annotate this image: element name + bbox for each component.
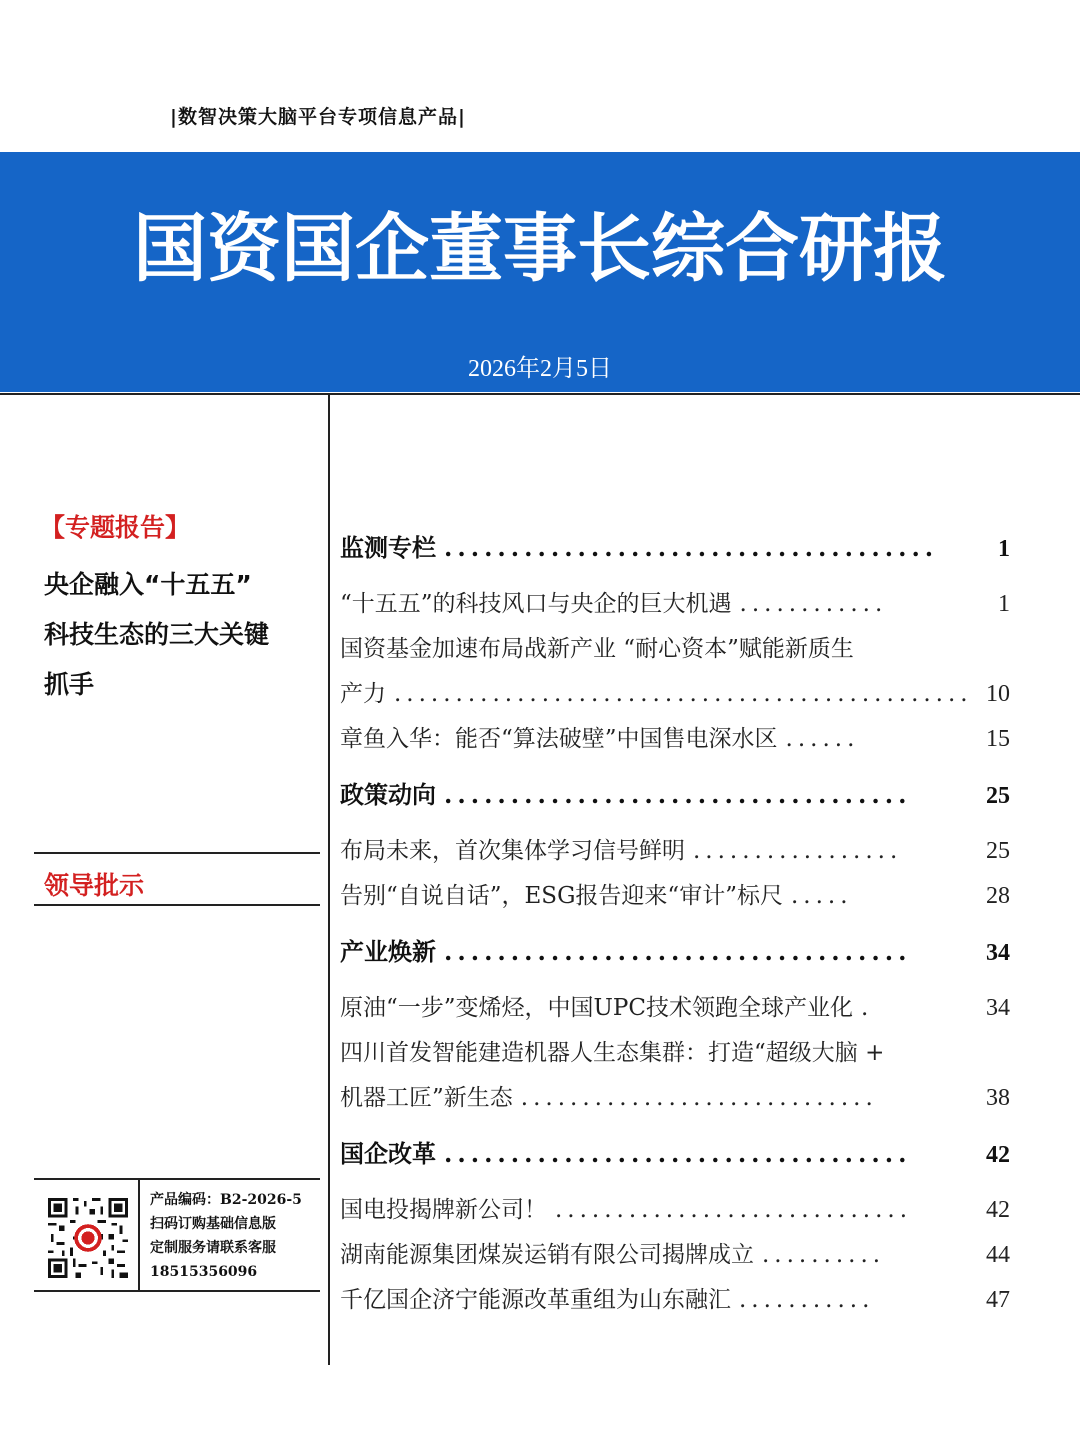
leader-instructions-label: 领导批示 (44, 871, 145, 900)
toc-page: 34 (986, 995, 1010, 1021)
toc-leader: ............................................... (394, 681, 973, 707)
feature-title-line: 抓手 (44, 670, 95, 699)
toc-title: 国企改革 (340, 1139, 436, 1168)
toc-item[interactable]: 四川首发智能建造机器人生态集群：打造“超级大脑 + (340, 1040, 885, 1066)
toc-title: 产业焕新 (340, 937, 436, 966)
toc-title: 千亿国企济宁能源改革重组为山东融汇 (340, 1287, 731, 1313)
toc-section[interactable] (340, 775, 1010, 810)
toc-title: 章鱼入华：能否“算法破壁”中国售电深水区 (340, 726, 778, 752)
qr-code-box (34, 1180, 138, 1288)
toc-page: 42 (986, 1197, 1010, 1223)
toc-page: 47 (986, 1287, 1010, 1313)
toc-section[interactable] (340, 528, 1010, 563)
toc-page: 38 (986, 1085, 1010, 1111)
toc-page: 28 (986, 883, 1010, 909)
toc-title: 布局未来，首次集体学习信号鲜明 (340, 838, 685, 864)
toc-page: 25 (986, 838, 1010, 864)
report-title: 国资国企董事长综合研报 (133, 206, 947, 292)
toc-page: 34 (986, 940, 1010, 966)
title-banner (0, 152, 1080, 392)
toc-page: 44 (986, 1242, 1010, 1268)
divider (34, 852, 320, 854)
toc-leader: ...... (785, 726, 860, 752)
toc-leader: ..................................... (444, 533, 939, 562)
toc-leader: ............ (739, 591, 888, 617)
toc-page: 42 (986, 1142, 1010, 1168)
top-divider (0, 393, 1080, 395)
divider (34, 904, 320, 906)
toc-page: 10 (986, 681, 1010, 707)
report-date: 2026年2月5日 (468, 356, 612, 382)
toc-item[interactable] (340, 1236, 1010, 1269)
toc-item[interactable] (340, 877, 1010, 910)
toc-title: 湖南能源集团煤炭运销有限公司揭牌成立 (340, 1242, 754, 1268)
qr-divider (138, 1180, 140, 1290)
toc-item[interactable] (340, 1079, 1010, 1112)
feature-title-line: 央企融入“十五五” (44, 570, 252, 599)
toc-leader: ..... (790, 883, 853, 909)
toc-title: 告别“自说自话”，ESG报告迎来“审计”标尺 (340, 883, 783, 909)
toc-item[interactable] (340, 989, 1010, 1022)
toc-leader: ................................... (444, 1139, 912, 1168)
toc-section[interactable] (340, 1134, 1010, 1169)
toc-leader: ........... (739, 1287, 875, 1313)
toc-leader: . (860, 995, 874, 1021)
toc-leader: ............................. (555, 1197, 913, 1223)
toc-page: 1 (998, 591, 1010, 617)
toc-section[interactable] (340, 932, 1010, 967)
qr-code-icon[interactable] (48, 1198, 128, 1278)
feature-report-label: 【专题报告】 (40, 513, 191, 542)
toc-item[interactable] (340, 1281, 1010, 1314)
subscribe-text: 扫码订购基础信息版 (150, 1216, 276, 1232)
toc-leader: ................................... (444, 780, 912, 809)
product-tagline: |数智决策大脑平台专项信息产品| (170, 106, 466, 128)
toc-item[interactable]: 国资基金加速布局战新产业 “耐心资本”赋能新质生 (340, 636, 854, 662)
custom-service-text: 定制服务请联系客服 (150, 1240, 276, 1256)
table-of-contents (340, 528, 1010, 1314)
toc-item[interactable] (340, 1191, 1010, 1224)
phone-number: 18515356096 (150, 1264, 258, 1280)
column-divider (328, 395, 330, 1365)
feature-title-line: 科技生态的三大关键 (44, 620, 270, 649)
toc-item[interactable] (340, 720, 1010, 753)
toc-title: 监测专栏 (340, 533, 436, 562)
toc-item[interactable] (340, 585, 1010, 618)
toc-page: 25 (986, 783, 1010, 809)
toc-item[interactable] (340, 675, 1010, 708)
contact-info (150, 1188, 320, 1284)
divider (34, 1290, 320, 1292)
toc-leader: ................................... (444, 937, 912, 966)
toc-leader: ............................. (520, 1085, 878, 1111)
toc-title: “十五五”的科技风口与央企的巨大机遇 (340, 591, 732, 617)
toc-title: 产力 (340, 681, 386, 707)
toc-page: 1 (998, 536, 1010, 562)
toc-title: 机器工匠”新生态 (340, 1085, 513, 1111)
feature-report-title (44, 560, 324, 710)
toc-leader: .......... (762, 1242, 886, 1268)
toc-page: 15 (986, 726, 1010, 752)
toc-title: 原油“一步”变烯烃，中国UPC技术领跑全球产业化 (340, 995, 853, 1021)
toc-title: 政策动向 (340, 780, 436, 809)
toc-item[interactable] (340, 832, 1010, 865)
toc-leader: ................. (693, 838, 903, 864)
product-code: 产品编码：B2-2026-5 (150, 1192, 302, 1208)
toc-title: 国电投揭牌新公司！ (340, 1197, 547, 1223)
